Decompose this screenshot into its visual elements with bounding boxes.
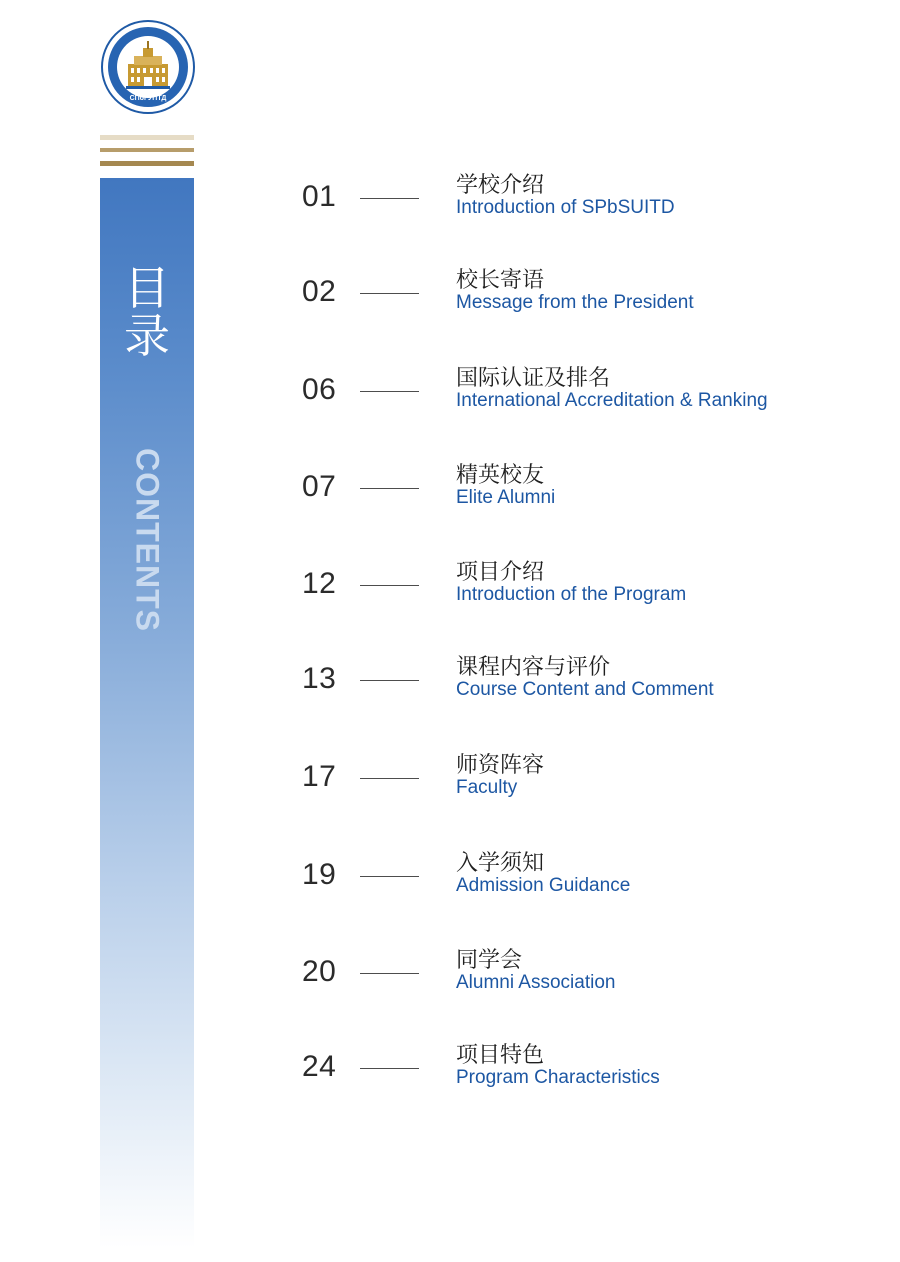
toc-connector-line	[360, 391, 419, 392]
sidebar-subtitle: CONTENTS	[129, 448, 166, 632]
toc-page-number: 13	[302, 662, 337, 695]
toc-title-english: Introduction of the Program	[456, 584, 687, 605]
toc-entry[interactable]	[300, 851, 860, 916]
toc-connector-line	[360, 1068, 419, 1069]
sidebar-title-char: 目	[124, 261, 170, 315]
seal-text: СПбГУПТД	[129, 95, 167, 102]
toc-page-number: 07	[302, 470, 337, 503]
toc-title-chinese: 项目特色	[456, 1043, 545, 1068]
toc-connector-line	[360, 198, 419, 199]
toc-page-number: 06	[302, 373, 337, 406]
toc-title-english: Alumni Association	[456, 972, 616, 993]
toc-connector-line	[360, 293, 419, 294]
sidebar-title	[100, 261, 194, 363]
toc-entry[interactable]	[300, 655, 860, 720]
toc-title-chinese: 师资阵容	[456, 753, 545, 778]
toc-connector-line	[360, 778, 419, 779]
toc-entry[interactable]	[300, 948, 860, 1013]
university-seal-logo	[101, 20, 195, 114]
toc-title-chinese: 入学须知	[456, 851, 545, 876]
toc-title-english: Course Content and Comment	[456, 679, 714, 700]
toc-page-number: 01	[302, 180, 337, 213]
toc-title-english: Elite Alumni	[456, 487, 556, 508]
toc-title-chinese: 校长寄语	[456, 268, 545, 293]
toc-title-english: Message from the President	[456, 292, 694, 313]
toc-entry[interactable]	[300, 1043, 860, 1108]
decorative-rule-dark	[100, 161, 194, 166]
contents-sidebar	[100, 178, 194, 1248]
toc-title-chinese: 项目介绍	[456, 560, 545, 585]
toc-page-number: 12	[302, 567, 337, 600]
toc-connector-line	[360, 876, 419, 877]
decorative-rule-mid	[100, 148, 194, 152]
sidebar-title-char: 录	[124, 309, 170, 363]
toc-entry[interactable]	[300, 366, 860, 431]
toc-connector-line	[360, 973, 419, 974]
toc-entry[interactable]	[300, 463, 860, 528]
decorative-rule-light	[100, 135, 194, 140]
toc-page-number: 20	[302, 955, 337, 988]
toc-title-english: Introduction of SPbSUITD	[456, 197, 675, 218]
toc-title-chinese: 国际认证及排名	[456, 366, 611, 391]
toc-connector-line	[360, 488, 419, 489]
toc-page-number: 24	[302, 1050, 337, 1083]
toc-title-chinese: 课程内容与评价	[456, 655, 611, 680]
toc-page-number: 02	[302, 275, 337, 308]
toc-title-english: International Accreditation & Ranking	[456, 390, 768, 411]
toc-entry[interactable]	[300, 753, 860, 818]
toc-page-number: 17	[302, 760, 337, 793]
toc-title-english: Faculty	[456, 777, 518, 798]
toc-connector-line	[360, 680, 419, 681]
toc-entry[interactable]	[300, 560, 860, 625]
toc-title-chinese: 同学会	[456, 948, 523, 973]
toc-entry[interactable]	[300, 268, 860, 333]
toc-title-chinese: 学校介绍	[456, 173, 545, 198]
toc-entry[interactable]	[300, 173, 860, 238]
toc-title-chinese: 精英校友	[456, 463, 545, 488]
toc-page-number: 19	[302, 858, 337, 891]
toc-title-english: Program Characteristics	[456, 1067, 660, 1088]
toc-connector-line	[360, 585, 419, 586]
toc-title-english: Admission Guidance	[456, 875, 631, 896]
